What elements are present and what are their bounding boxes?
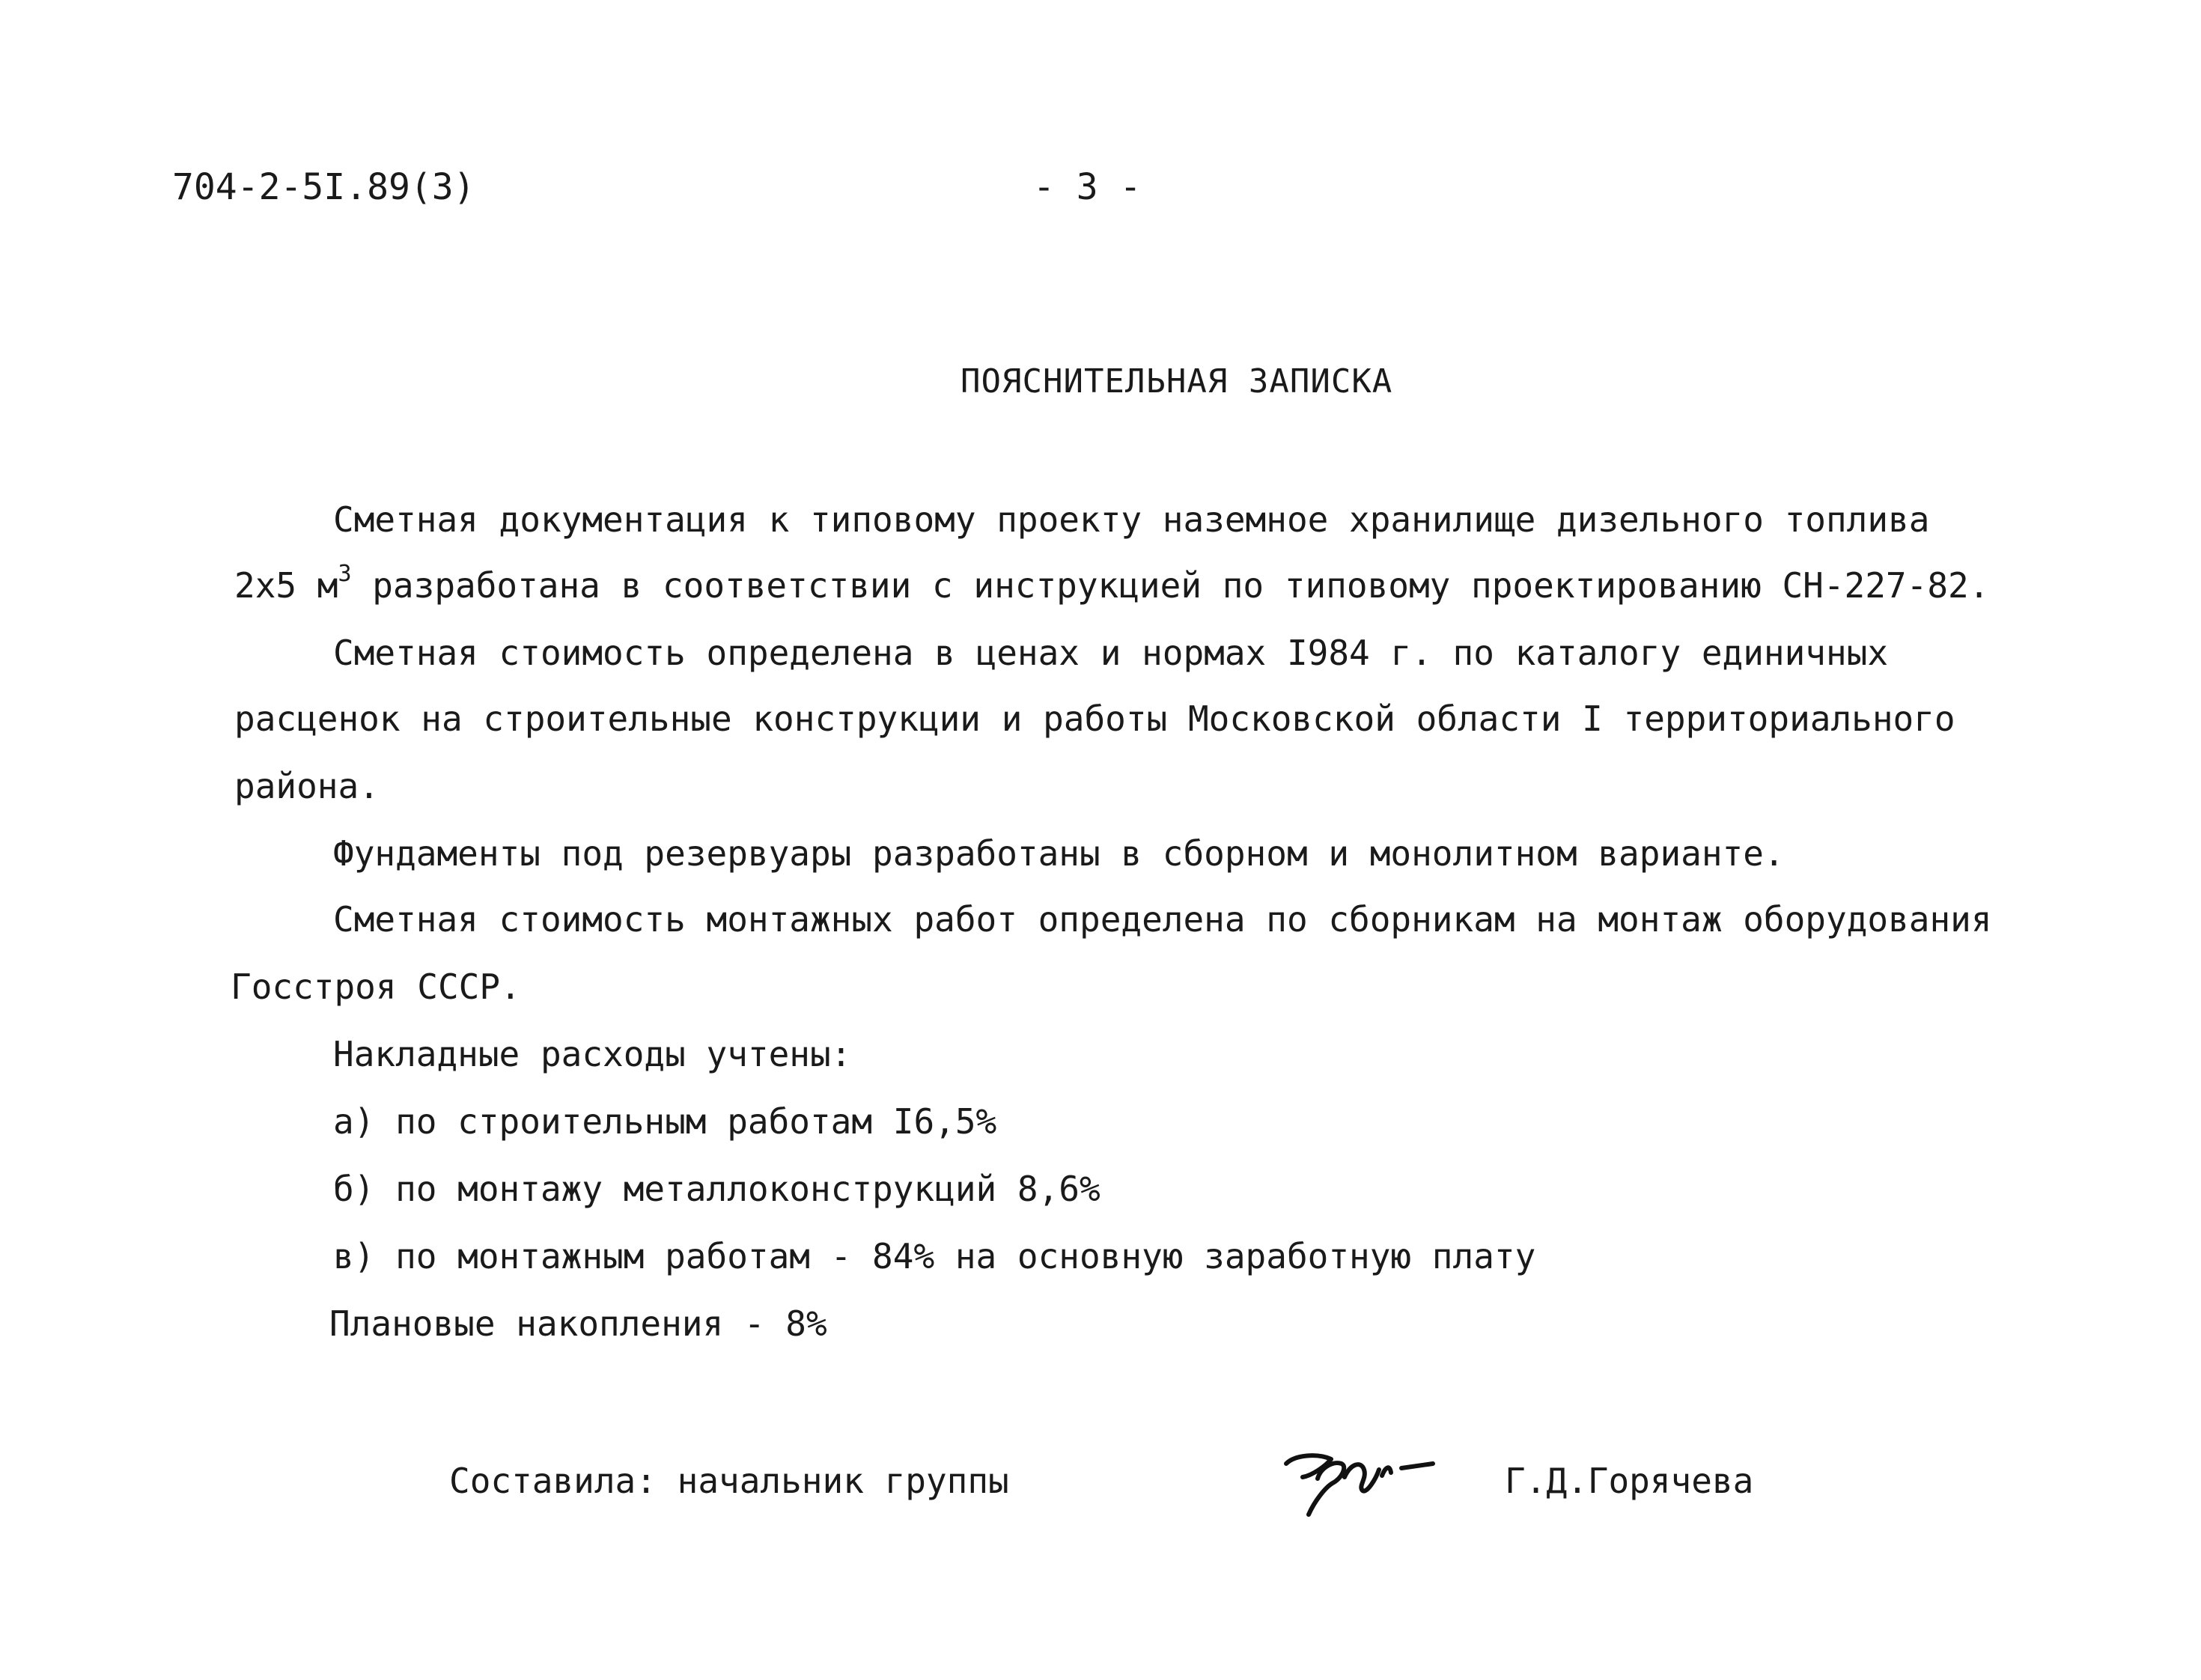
paragraph-4-line-1: Сметная стоимость монтажных работ определена по сборникам на монтаж оборудования (333, 899, 1992, 940)
list-item-c: в) по монтажным работам - 84% на основную заработную плату (333, 1236, 1536, 1276)
paragraph-2-line-1: Сметная стоимость определена в ценах и нормах I984 г. по каталогу единичных (333, 633, 1889, 673)
paragraph-1-line-2-rest: разработана в соответствии с инструкцией по типовому проектированию СН-227-82. (351, 565, 1990, 606)
document-code: 704-2-5I.89(3) (172, 166, 475, 208)
document-title: ПОЯСНИТЕЛЬНАЯ ЗАПИСКА (961, 362, 1393, 401)
signature-stroke-5 (1401, 1464, 1433, 1468)
compiler-name: Г.Д.Горячева (1505, 1461, 1754, 1501)
paragraph-1-line-2 (234, 561, 1990, 606)
paragraph-2-line-2: расценок на строительные конструкции и работы Московской области I территориального (234, 699, 1955, 739)
signature-stroke-3 (1345, 1464, 1379, 1491)
unit-exponent: 3 (338, 561, 352, 587)
overhead-heading: Накладные расходы учтены: (333, 1034, 852, 1074)
list-item-b: б) по монтажу металлоконструкций 8,6% (333, 1169, 1100, 1209)
signature-stroke-4 (1382, 1467, 1391, 1476)
list-item-a: а) по строительным работам I6,5% (333, 1101, 997, 1142)
page-number: - 3 - (1033, 166, 1142, 208)
paragraph-3: Фундаменты под резервуары разработаны в сборном и монолитном варианте. (333, 833, 1785, 874)
handwritten-signature (1273, 1434, 1445, 1524)
paragraph-1-line-1: Сметная документация к типовому проекту наземное хранилище дизельного топлива (333, 499, 1930, 540)
paragraph-2-line-3: района. (234, 766, 380, 806)
planned-savings: Плановые накопления - 8% (329, 1303, 827, 1344)
compiled-by-label: Составила: начальник группы (449, 1461, 1009, 1501)
paragraph-4-line-2: Госстроя СССР. (231, 967, 521, 1007)
volume-prefix: 2х5 м (234, 565, 338, 606)
